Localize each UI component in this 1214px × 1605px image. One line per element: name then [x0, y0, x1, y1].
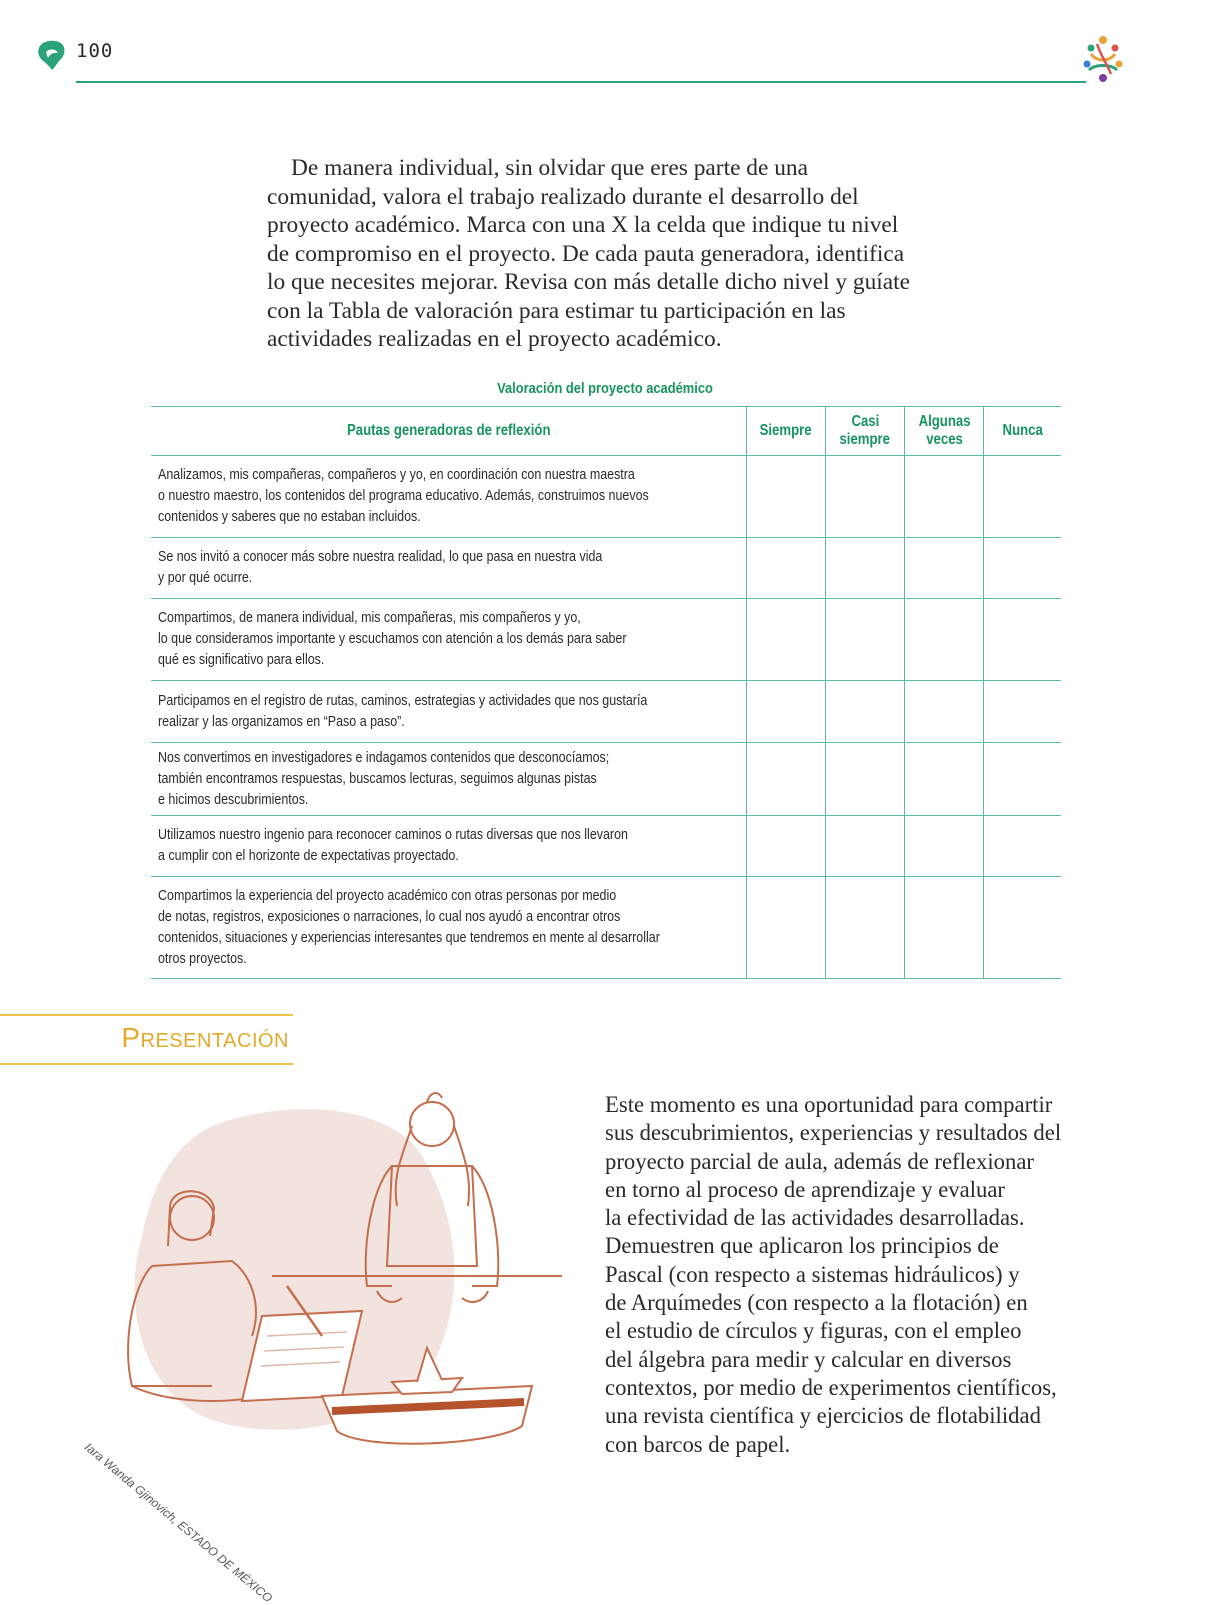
cell-siempre[interactable] — [746, 743, 825, 816]
cell-nunca[interactable] — [984, 456, 1061, 538]
cell-algunas-veces[interactable] — [905, 743, 984, 816]
presentation-line: sus descubrimientos, experiencias y resultados del — [605, 1120, 1062, 1146]
cell-casi-siempre[interactable] — [825, 877, 904, 979]
pauta-cell: Analizamos, mis compañeras, compañeros y yo, en coordinación con nuestra maestra o nuestro maestro, los contenidos del programa educativo. Además, construimos nuevos contenidos y saberes que no estaban incluidos. — [151, 456, 746, 538]
cell-algunas-veces[interactable] — [905, 599, 984, 681]
pauta-cell: Nos convertimos en investigadores e indagamos contenidos que desconocíamos; también encontramos respuestas, buscamos lecturas, seguimos algunas pistas e hicimos descubrimientos. — [151, 743, 746, 816]
cell-siempre[interactable] — [746, 681, 825, 743]
cell-algunas-veces[interactable] — [905, 681, 984, 743]
pauta-cell: Se nos invitó a conocer más sobre nuestra realidad, lo que pasa en nuestra vida y por qué ocurre. — [151, 538, 746, 599]
section-heading-box — [0, 1014, 293, 1065]
cell-nunca[interactable] — [984, 816, 1061, 877]
intro-paragraph — [267, 154, 917, 354]
cell-nunca[interactable] — [984, 681, 1061, 743]
cell-algunas-veces[interactable] — [905, 456, 984, 538]
table-header-row — [151, 407, 1061, 456]
table-row — [151, 877, 1061, 979]
pauta-cell: Compartimos, de manera individual, mis compañeras, mis compañeros y yo, lo que consideramos importante y escuchamos con atención a los demás para saber qué es significativo para ellos. — [151, 599, 746, 681]
cell-siempre[interactable] — [746, 456, 825, 538]
cell-casi-siempre[interactable] — [825, 599, 904, 681]
cell-algunas-veces[interactable] — [905, 538, 984, 599]
cell-nunca[interactable] — [984, 877, 1061, 979]
header-siempre: Siempre — [746, 407, 825, 456]
cell-casi-siempre[interactable] — [825, 743, 904, 816]
section-title: Presentación — [121, 1022, 289, 1053]
intro-line: comunidad, valora el trabajo realizado durante el desarrollo del — [267, 183, 859, 210]
table-row — [151, 681, 1061, 743]
table-row — [151, 456, 1061, 538]
cell-casi-siempre[interactable] — [825, 816, 904, 877]
students-illustration — [92, 1086, 572, 1466]
page-number: 100 — [76, 40, 114, 62]
presentation-line: con barcos de papel. — [605, 1431, 791, 1457]
cell-casi-siempre[interactable] — [825, 538, 904, 599]
table-row — [151, 743, 1061, 816]
illustration-credit: Iara Wanda Gjinovich, ESTADO DE MÉXICO — [82, 1440, 276, 1605]
table-row — [151, 816, 1061, 877]
header-nunca: Nunca — [984, 407, 1061, 456]
cell-siempre[interactable] — [746, 877, 825, 979]
pauta-cell: Participamos en el registro de rutas, caminos, estrategias y actividades que nos gustaría realizar y las organizamos en “Paso a paso”. — [151, 681, 746, 743]
presentation-line: proyecto parcial de aula, además de reflexionar — [605, 1148, 1034, 1174]
presentation-line: una revista científica y ejercicios de flotabilidad — [605, 1403, 1041, 1429]
book-logo-icon — [36, 38, 68, 72]
presentation-line: Este momento es una oportunidad para compartir — [605, 1092, 1053, 1117]
presentation-line: Pascal (con respecto a sistemas hidráulicos) y — [605, 1261, 1020, 1287]
cell-algunas-veces[interactable] — [905, 816, 984, 877]
intro-line: de compromiso en el proyecto. De cada pauta generadora, identifica — [267, 240, 905, 267]
cell-siempre[interactable] — [746, 816, 825, 877]
cell-nunca[interactable] — [984, 599, 1061, 681]
evaluation-table — [151, 406, 1061, 979]
presentation-paragraph — [605, 1091, 1105, 1459]
community-logo-icon — [1077, 34, 1129, 84]
presentation-line: Demuestren que aplicaron los principios de — [605, 1233, 999, 1259]
pauta-cell: Compartimos la experiencia del proyecto académico con otras personas por medio de notas, registros, exposiciones o narraciones, lo cual nos ayudó a encontrar otros contenidos, situaciones y experiencias interesantes que tendremos en mente al desarrollar otros proyectos. — [151, 877, 746, 979]
cell-nunca[interactable] — [984, 538, 1061, 599]
presentation-line: contextos, por medio de experimentos científicos, — [605, 1374, 1057, 1400]
table-row — [151, 538, 1061, 599]
intro-line: con la Tabla de valoración para estimar tu participación en las — [267, 297, 846, 324]
cell-casi-siempre[interactable] — [825, 456, 904, 538]
table-title: Valoración del proyecto académico — [497, 380, 713, 397]
presentation-line: el estudio de círculos y figuras, con el empleo — [605, 1318, 1022, 1344]
cell-nunca[interactable] — [984, 743, 1061, 816]
intro-line: De manera individual, sin olvidar que eres parte de una — [291, 155, 809, 181]
intro-line: proyecto académico. Marca con una X la celda que indique tu nivel — [267, 212, 899, 238]
header-algunas-veces: Algunas veces — [905, 407, 984, 456]
header-pautas: Pautas generadoras de reflexión — [151, 407, 746, 456]
table-row — [151, 599, 1061, 681]
cell-siempre[interactable] — [746, 538, 825, 599]
presentation-line: en torno al proceso de aprendizaje y evaluar — [605, 1176, 1005, 1202]
header-casi-siempre: Casi siempre — [825, 407, 904, 456]
cell-casi-siempre[interactable] — [825, 681, 904, 743]
presentation-line: del álgebra para medir y calcular en diversos — [605, 1346, 1012, 1372]
intro-line: actividades realizadas en el proyecto académico. — [267, 326, 722, 352]
intro-line: lo que necesites mejorar. Revisa con más detalle dicho nivel y guíate — [267, 269, 911, 295]
header-rule — [76, 81, 1086, 83]
presentation-line: la efectividad de las actividades desarrolladas. — [605, 1205, 1025, 1231]
cell-algunas-veces[interactable] — [905, 877, 984, 979]
pauta-cell: Utilizamos nuestro ingenio para reconocer caminos o rutas diversas que nos llevaron a cumplir con el horizonte de expectativas proyectado. — [151, 816, 746, 877]
cell-siempre[interactable] — [746, 599, 825, 681]
presentation-line: de Arquímedes (con respecto a la flotación) en — [605, 1290, 1028, 1316]
